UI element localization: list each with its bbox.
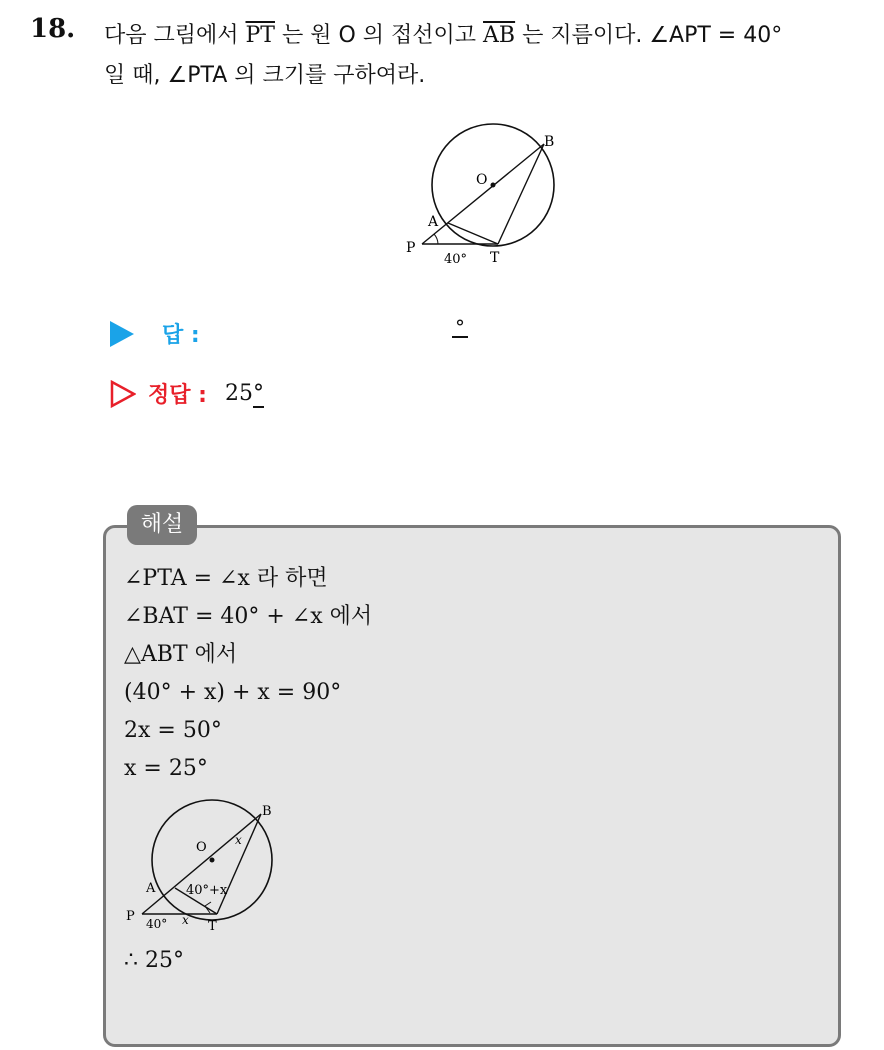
label-b: B	[544, 134, 555, 150]
label-40: 40°	[146, 917, 168, 931]
answer-row	[110, 318, 200, 349]
label-40-plus-x: 40°+x	[186, 883, 228, 898]
label-p: P	[406, 240, 416, 256]
solution-lines	[124, 560, 372, 788]
label-a: A	[146, 881, 156, 896]
correct-row	[110, 378, 264, 409]
play-outline-icon	[110, 380, 136, 408]
question-line-1	[104, 16, 782, 56]
label-x-bottom: x	[182, 913, 189, 927]
solution-figure	[120, 798, 290, 936]
label-angle-40: 40°	[444, 252, 468, 267]
question-text	[104, 16, 782, 96]
correct-label: 정답 :	[148, 383, 207, 408]
solution-line: x = 25°	[124, 756, 208, 781]
segment-pt: $\overline{PT}$	[245, 23, 275, 48]
line-bt	[498, 144, 544, 244]
solution-line: ∠BAT = 40° + ∠x 에서	[124, 604, 373, 629]
right-angle-mark	[205, 902, 211, 913]
solution-line: (40° + x) + x = 90°	[124, 680, 342, 705]
solution-line: 2x = 50°	[124, 718, 222, 743]
question-line-2: 일 때, ∠PTA 의 크기를 구하여라.	[104, 63, 426, 88]
question-number: 18.	[30, 14, 76, 44]
label-x-top: x	[235, 833, 242, 847]
question-figure	[400, 120, 600, 270]
correct-number: 25	[224, 381, 253, 406]
center-dot	[210, 858, 215, 863]
label-b: B	[262, 804, 272, 819]
question-text-part: 는 원 O 의 접선이고	[274, 23, 484, 48]
solution-line: △ABT 에서	[124, 642, 238, 667]
solution-line: ∠PTA = ∠x 라 하면	[124, 566, 328, 591]
label-o: O	[196, 840, 207, 855]
answer-blank[interactable]: °	[452, 318, 468, 338]
segment-ab: $\overline{AB}$	[483, 23, 516, 48]
play-icon	[110, 321, 134, 347]
label-t: T	[208, 919, 217, 934]
label-t: T	[490, 250, 500, 266]
answer-label: 답 :	[162, 323, 200, 348]
line-bt	[217, 814, 261, 914]
correct-unit: °	[252, 381, 264, 406]
angle-arc	[434, 234, 438, 244]
correct-value	[225, 381, 264, 406]
label-p: P	[126, 909, 135, 924]
line-pb	[422, 144, 544, 244]
label-a: A	[428, 214, 439, 230]
solution-tag: 해설	[127, 505, 197, 545]
solution-conclusion: ∴ 25°	[124, 948, 184, 973]
label-o: O	[476, 172, 488, 188]
question-text-part: 다음 그림에서	[104, 23, 246, 48]
question-text-part: 는 지름이다. ∠APT = 40°	[515, 23, 783, 48]
center-dot	[491, 183, 496, 188]
